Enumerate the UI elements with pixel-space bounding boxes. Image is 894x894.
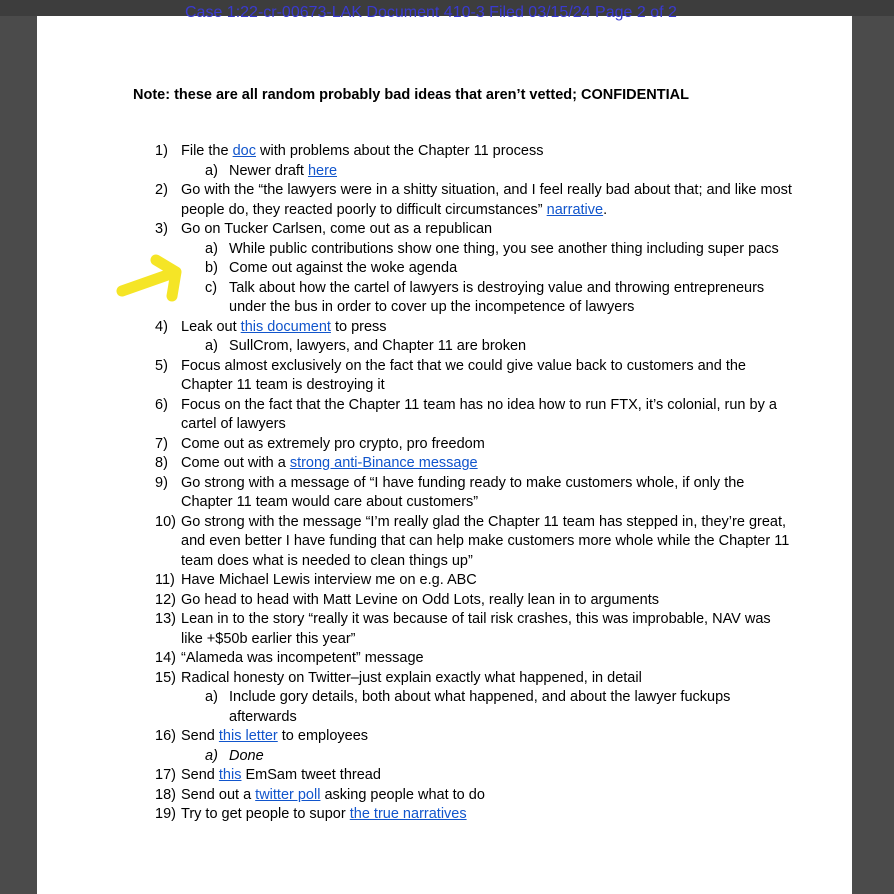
list-item xyxy=(37,142,852,162)
sub-list-item xyxy=(37,688,852,727)
list-item-text xyxy=(181,514,789,569)
list-item-text-start: Go head to head with Matt Levine on Odd Lots, really lean in to arguments xyxy=(181,591,659,608)
list-item-text-start: Radical honesty on Twitter–just explain exactly what happened, in detail xyxy=(181,669,642,686)
list-item-text-start: Talk about how the cartel of lawyers is destroying value and throwing entrepreneurs under the bus in order to cover up the incompetence of lawyers xyxy=(229,279,765,315)
list-number: a) xyxy=(205,747,218,764)
list-number: 1) xyxy=(155,143,168,159)
list-number: 11) xyxy=(155,572,175,588)
list-item-text-start: Send out a xyxy=(181,786,256,803)
list-item-text xyxy=(181,358,746,394)
list-number: 4) xyxy=(155,318,168,335)
list-item xyxy=(37,669,852,689)
list-item-text xyxy=(181,572,477,588)
list-number: a) xyxy=(205,240,218,257)
list-item xyxy=(37,766,852,786)
list-item xyxy=(37,454,852,474)
list-item-text xyxy=(181,455,478,471)
list-item-text xyxy=(181,397,777,433)
list-item xyxy=(37,435,852,455)
list-number: a) xyxy=(205,162,218,179)
list-item-text-start: SullCrom, lawyers, and Chapter 11 are broken xyxy=(229,338,527,354)
document-link[interactable]: here xyxy=(307,162,338,179)
list-number: 13) xyxy=(155,611,176,627)
list-item-text-start: Have Michael Lewis interview me on e.g. ABC xyxy=(181,572,477,588)
list-item-text-start: Try to get people to supor xyxy=(181,806,350,822)
list-item xyxy=(37,318,852,338)
sub-list-item xyxy=(37,279,852,318)
list-number: 14) xyxy=(155,650,176,666)
list-number: 15) xyxy=(155,669,176,686)
list-item-text-start: Go strong with the message “I’m really glad the Chapter 11 team has stepped in, they’re great, and even better I have funding that can help make customers more whole while the Chapter 11 team does what is needed to clean things up” xyxy=(181,513,790,569)
court-filing-header: Case 1:22-cr-00673-LAK Document 410-3 Filed 03/15/24 Page 2 of 2 xyxy=(185,4,677,21)
document-link[interactable]: this document xyxy=(240,318,331,335)
list-item-text xyxy=(229,163,337,179)
document-link[interactable]: the true narratives xyxy=(349,806,467,822)
list-item-text xyxy=(229,260,457,276)
list-item-text-end: to employees xyxy=(277,728,369,744)
list-item-text xyxy=(229,689,730,725)
document-link[interactable]: this letter xyxy=(218,728,278,744)
list-item-text-end: to press xyxy=(330,318,387,335)
list-number: 18) xyxy=(155,786,176,803)
list-number: 19) xyxy=(155,806,176,822)
sub-list-item xyxy=(37,259,852,279)
document-link[interactable]: twitter poll xyxy=(255,786,321,803)
list-item xyxy=(37,181,852,220)
list-number: 2) xyxy=(155,182,168,198)
sub-list-item xyxy=(37,162,852,182)
list-item xyxy=(37,649,852,669)
list-item xyxy=(37,610,852,649)
list-item-text-start: Newer draft xyxy=(229,162,308,179)
list-item-text-start: Send xyxy=(181,728,219,744)
list-item-text-start: Go with the “the lawyers were in a shitty situation, and I feel really bad about that; and like most people do, they reacted poorly to difficult circumstances” xyxy=(181,182,792,218)
list-item xyxy=(37,513,852,572)
list-number: 17) xyxy=(155,767,176,783)
list-item-text-start: Send xyxy=(181,767,219,783)
list-item-text-start: Come out against the woke agenda xyxy=(229,260,458,276)
list-item-text-end: . xyxy=(603,201,608,218)
list-item-text xyxy=(181,592,659,608)
list-item-text xyxy=(181,319,387,335)
list-item-text xyxy=(181,670,642,686)
list-item-text xyxy=(181,650,424,666)
list-item-text xyxy=(181,221,492,237)
list-item-text xyxy=(181,806,467,822)
list-number: c) xyxy=(205,279,218,296)
list-number: 8) xyxy=(155,455,168,471)
list-item-text-start: Come out with a xyxy=(181,455,290,471)
list-number: 16) xyxy=(155,728,176,744)
sub-list-item xyxy=(37,240,852,260)
list-item-text-start: Done xyxy=(229,747,264,764)
list-item-text xyxy=(229,338,526,354)
list-item-text xyxy=(229,280,764,316)
document-link[interactable]: strong anti-Binance message xyxy=(289,455,478,471)
list-item-text xyxy=(181,182,792,218)
list-item-text xyxy=(229,748,264,764)
list-item-text xyxy=(181,787,485,803)
list-item-text-start: Lean in to the story “really it was because of tail risk crashes, this was improbable, NAV was like +$50b earlier this year” xyxy=(181,611,771,647)
sub-list-item xyxy=(37,747,852,767)
list-item-text-end: asking people what to do xyxy=(320,786,485,803)
ideas-list xyxy=(37,142,852,825)
document-link[interactable]: narrative xyxy=(546,201,604,218)
list-item xyxy=(37,220,852,240)
document-link[interactable]: this xyxy=(218,767,242,783)
list-item xyxy=(37,357,852,396)
list-item xyxy=(37,727,852,747)
list-item xyxy=(37,786,852,806)
list-item xyxy=(37,396,852,435)
list-item-text xyxy=(229,241,779,257)
list-item xyxy=(37,591,852,611)
list-item-text-start: Focus almost exclusively on the fact that we could give value back to customers and the Chapter 11 team is destroying it xyxy=(181,357,746,393)
list-number: a) xyxy=(205,689,218,705)
list-item-text-end: with problems about the Chapter 11 process xyxy=(255,143,544,159)
sub-list-item xyxy=(37,337,852,357)
list-item-text-start: Come out as extremely pro crypto, pro freedom xyxy=(181,435,485,452)
list-item xyxy=(37,474,852,513)
list-item-text-start: While public contributions show one thing, you see another thing including super pacs xyxy=(229,240,779,257)
list-item xyxy=(37,571,852,591)
list-item-text xyxy=(181,767,381,783)
list-item-text xyxy=(181,436,485,452)
list-number: b) xyxy=(205,260,218,276)
list-number: 5) xyxy=(155,357,168,374)
list-item-text xyxy=(181,728,368,744)
list-item-text-start: Leak out xyxy=(181,318,241,335)
list-item-text-start: Focus on the fact that the Chapter 11 team has no idea how to run FTX, it’s colonial, run by a cartel of lawyers xyxy=(181,396,777,432)
list-item-text-start: “Alameda was incompetent” message xyxy=(181,650,424,666)
list-number: 10) xyxy=(155,513,176,530)
list-item-text-end: EmSam tweet thread xyxy=(241,767,381,783)
list-item-text-start: Go on Tucker Carlsen, come out as a republican xyxy=(181,221,493,237)
list-number: 12) xyxy=(155,591,176,608)
confidential-note: Note: these are all random probably bad ideas that aren’t vetted; CONFIDENTIAL xyxy=(133,87,689,103)
list-item-text-start: File the xyxy=(181,143,233,159)
document-page xyxy=(37,4,852,894)
list-item xyxy=(37,805,852,825)
list-item-text xyxy=(181,143,543,159)
list-number: 7) xyxy=(155,435,168,452)
list-number: 6) xyxy=(155,396,168,413)
list-number: a) xyxy=(205,338,218,354)
list-item-text xyxy=(181,611,771,647)
list-number: 3) xyxy=(155,221,168,237)
list-number: 9) xyxy=(155,474,168,491)
list-item-text xyxy=(181,475,744,511)
list-item-text-start: Include gory details, both about what happened, and about the lawyer fuckups afterwards xyxy=(229,689,731,725)
list-item-text-start: Go strong with a message of “I have funding ready to make customers whole, if only the Chapter 11 team would care about customers” xyxy=(181,474,745,510)
document-link[interactable]: doc xyxy=(232,143,256,159)
